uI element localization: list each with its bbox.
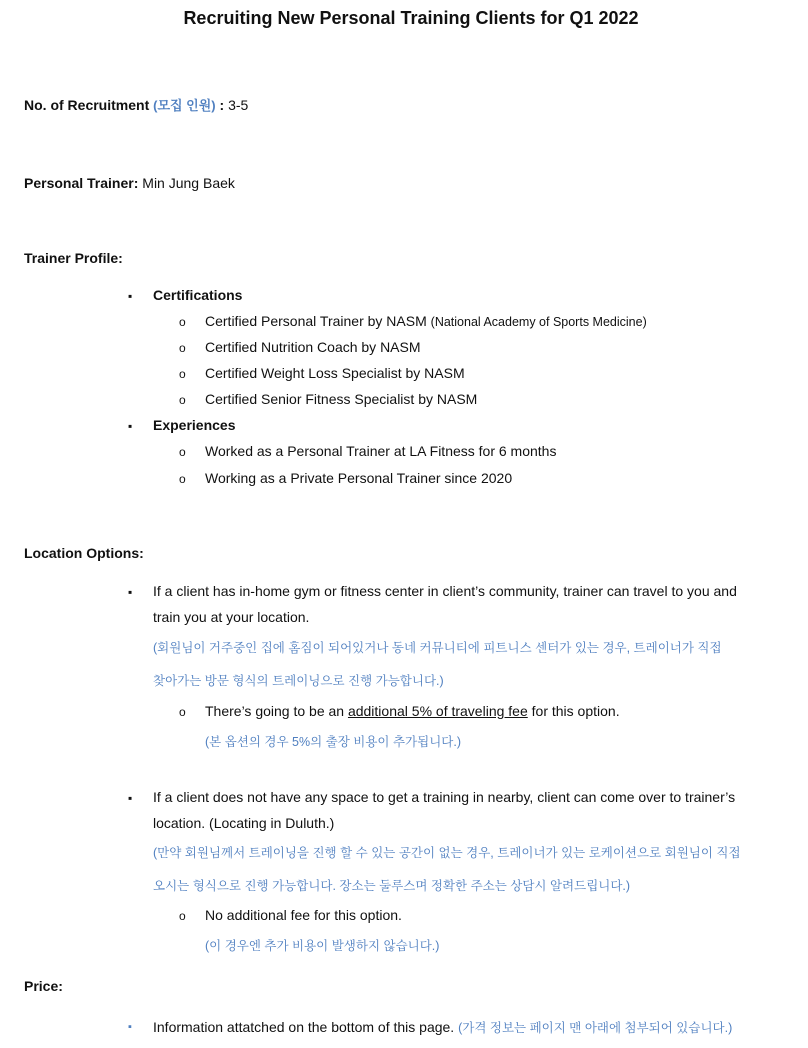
experiences-label: Experiences	[153, 417, 236, 433]
trainer-label: Personal Trainer:	[24, 175, 139, 191]
location-heading: Location Options:	[24, 545, 144, 561]
cert-item: Certified Senior Fitness Specialist by NASM	[205, 391, 478, 407]
bullet-square-icon: ▪	[128, 289, 133, 303]
cert-item	[205, 313, 647, 329]
trainer-row	[24, 175, 235, 191]
bullet-circle-icon: o	[179, 315, 186, 329]
option1-sub-pre: There’s going to be an	[205, 703, 348, 719]
bullet-circle-icon: o	[179, 367, 186, 381]
bullet-circle-icon: o	[179, 341, 186, 355]
option1-sub-post: for this option.	[527, 703, 620, 719]
experience-item: Worked as a Personal Trainer at LA Fitness for 6 months	[205, 443, 557, 459]
page-title: Recruiting New Personal Training Clients for Q1 2022	[183, 8, 639, 28]
option2-sub-kr: (이 경우엔 추가 비용이 발생하지 않습니다.)	[205, 939, 440, 953]
option1-kr2: 찾아가는 방문 형식의 트레이닝으로 진행 가능합니다.)	[153, 674, 444, 688]
bullet-circle-icon: o	[179, 472, 186, 486]
recruitment-colon: :	[219, 97, 225, 113]
option1-sub-kr: (본 옵션의 경우 5%의 출장 비용이 추가됩니다.)	[205, 735, 461, 749]
price-heading: Price:	[24, 978, 63, 994]
bullet-square-icon: ▪	[128, 1021, 132, 1033]
cert-item: Certified Weight Loss Specialist by NASM	[205, 365, 465, 381]
option2-sub: No additional fee for this option.	[205, 907, 402, 923]
recruitment-label: No. of Recruitment	[24, 97, 150, 113]
option1-kr1: (회원님이 거주중인 집에 홈짐이 되어있거나 동네 커뮤니티에 피트니스 센터가 있는 경우, 트레이너가 직접	[153, 641, 722, 655]
profile-heading: Trainer Profile:	[24, 250, 123, 266]
recruitment-value: 3-5	[228, 97, 249, 113]
option1-line2: train you at your location.	[153, 609, 310, 625]
price-kr: (가격 정보는 페이지 맨 아래에 첨부되어 있습니다.)	[458, 1021, 733, 1035]
price-row	[153, 1018, 732, 1036]
bullet-square-icon: ▪	[128, 791, 133, 805]
certifications-label: Certifications	[153, 287, 243, 303]
option1-line1: If a client has in-home gym or fitness center in client’s community, trainer can travel to you and	[153, 583, 737, 599]
bullet-circle-icon: o	[179, 705, 186, 719]
price-text: Information attatched on the bottom of this page.	[153, 1019, 455, 1035]
bullet-square-icon: ▪	[128, 419, 133, 433]
bullet-circle-icon: o	[179, 393, 186, 407]
bullet-square-icon: ▪	[128, 585, 133, 599]
cert-item: Certified Nutrition Coach by NASM	[205, 339, 421, 355]
bullet-circle-icon: o	[179, 445, 186, 459]
experience-item: Working as a Private Personal Trainer since 2020	[205, 470, 513, 486]
bullet-circle-icon: o	[179, 909, 186, 923]
option2-line1: If a client does not have any space to get a training in nearby, client can come over to trainer’s	[153, 789, 736, 805]
traveling-fee-text: additional 5% of traveling fee	[347, 703, 528, 719]
cert-item-note: (National Academy of Sports Medicine)	[430, 315, 647, 329]
cert-item-text: Certified Personal Trainer by NASM	[205, 313, 427, 329]
option2-kr2: 오시는 형식으로 진행 가능합니다. 장소는 둘루스며 정확한 주소는 상담시 알려드립니다.)	[153, 879, 631, 893]
recruitment-label-kr: (모집 인원)	[153, 98, 216, 113]
option2-line2: location. (Locating in Duluth.)	[153, 815, 335, 831]
recruitment-row	[24, 95, 248, 114]
option2-kr1: (만약 회원님께서 트레이닝을 진행 할 수 있는 공간이 없는 경우, 트레이너가 있는 로케이션으로 회원님이 직접	[153, 846, 741, 860]
trainer-value: Min Jung Baek	[142, 175, 235, 191]
option1-sub	[205, 703, 620, 719]
